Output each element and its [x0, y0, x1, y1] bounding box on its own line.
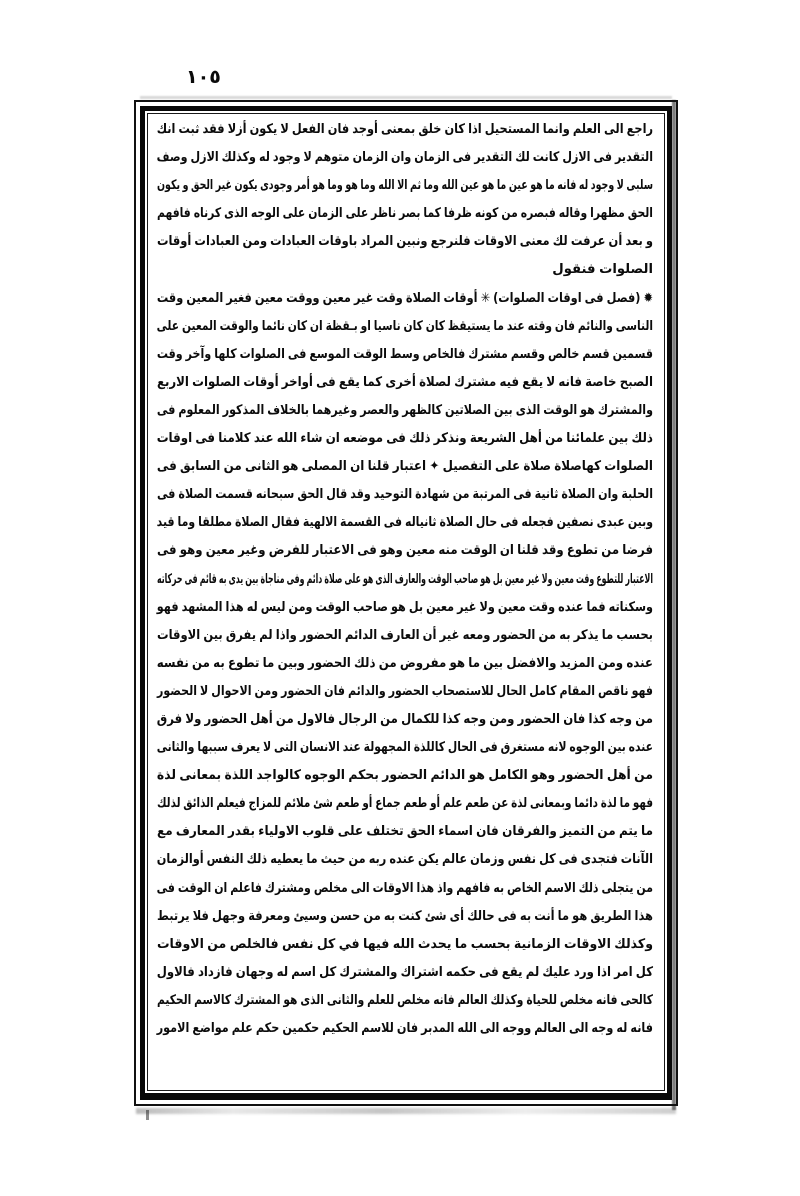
manuscript-line: الصلوات كهاصلاة صلاة على التفصيل ✦ اعتبار قلنا ان المصلى هو الثانى من السابق فى	[156, 459, 654, 475]
manuscript-line: قسمين قسم خالص وقسم مشترك فالخاص وسط الوقت الموسع فى الصلوات كلها وآخر وقت	[156, 346, 654, 362]
manuscript-line: ✹ (فصل فى اوقات الصلوات) ✳ أوقات الصلاة وقت غير معين ووقت معين فغير المعين وقت	[156, 290, 653, 306]
manuscript-line: الناسى والنائم فان وقته عند ما يستيقظ كان كان ناسيا او بـقظة ان كان نائما والوقت المعين على	[156, 318, 653, 334]
manuscript-line: فهو ما لذة دائما وبمعانى لذة عن طعم علم أو طعم جماع أو طعم شئ ملائم للمزاج فيعلم الذائق لذلك	[157, 796, 653, 812]
manuscript-line: الحق مظهرا وقاله فبصره من كونه ظرفا كما بصر ناظر على الزمان على الوجه الذى كرناه فافهم	[157, 206, 653, 222]
manuscript-line: وسكناته فما عنده وقت معين ولا غير معين بل هو صاحب الوقت ومن ليس له هذا المشهد فهو	[156, 599, 653, 615]
manuscript-line: ما يتم من التميز والفرقان فان اسماء الحق تختلف على قلوب الاولياء بقدر المعارف مع	[156, 824, 653, 840]
manuscript-line: عنده ومن المزيد والافضل بين ما هو مفروض من ذلك الحضور وبين ما تطوع به من نفسه	[156, 655, 654, 671]
manuscript-line: ذلك بين علمائنا من أهل الشريعة ونذكر ذلك فى موضعه ان شاء الله عند كلامنا فى اوقات	[156, 431, 654, 447]
manuscript-line: سلبى لا وجود له فانه ما هو عين ما هو عين الله وما ثم الا الله وما هو وما هو أمر وجودى يكون غير الحق و يكون	[156, 178, 653, 194]
manuscript-line: الصلوات فنقول	[552, 262, 653, 278]
manuscript-line: و بعد أن عرفت لك معنى الاوقات فلنرجع ونبين المراد باوقات العبادات ومن العبادات أوقات	[156, 234, 654, 250]
manuscript-line: فرضا من تطوع وقد قلنا ان الوقت منه معين وهو فى الاعتبار للفرض وغير معين وهو فى	[156, 543, 653, 559]
manuscript-line: الآنات فتجدى فى كل نفس وزمان عالم يكن عنده ربه من حيث ما يعطيه ذلك النفس أوالزمان	[156, 852, 654, 868]
manuscript-line: من أهل الحضور وهو الكامل هو الدائم الحضور بحكم الوجوه كالواجد اللذة بمعانى لذة	[156, 768, 653, 784]
manuscript-line: راجع الى العلم وانما المستحيل اذا كان خلق بمعنى أوجد فان الفعل لا يكون أزلا فقد ثبت انك	[156, 122, 653, 137]
manuscript-line: هذا الطريق هو ما أنت به فى حالك أى شئ كنت به من حسن وسيئ ومعرفة وجهل فلا يرتبط	[156, 908, 653, 924]
manuscript-line: كل امر اذا ورد عليك لم يقع فى حكمه اشتراك والمشترك كل اسم له وجهان فازداد فالاول	[156, 964, 653, 980]
manuscript-line: فهو ناقص المقام كامل الحال للاستصحاب الحضور والدائم فان الحضور ومن الاحوال لا الحضور	[157, 683, 653, 699]
manuscript-line: والمشترك هو الوقت الذى بين الصلاتين كالظهر والعصر وغيرهما بالخلاف المذكور المعلوم فى	[156, 402, 653, 418]
scan-artifact-right-edge	[672, 100, 676, 1110]
manuscript-line: كالحى فانه مخلص للحياة وكذلك العالم فانه مخلص للعلم والثانى الذى هو المشترك كالاسم الحكيم	[157, 992, 653, 1008]
scan-artifact-top	[140, 96, 672, 99]
manuscript-line: فانه له وجه الى العالم ووجه الى الله المدبر فان للاسم الحكيم حكمين حكم علم مواضع الامور	[156, 1021, 653, 1036]
manuscript-line: وبين عبدى نصفين فجعله فى حال الصلاة ثانياله فى القسمة الالهية فقال الصلاة مطلقا وما قيد	[156, 515, 653, 531]
manuscript-line: الصبح خاصة فانه لا يقع فيه مشترك لصلاة أخرى كما يقع فى أواخر أوقات الصلوات الاربع	[156, 374, 653, 390]
scan-artifact-bottom	[136, 1108, 676, 1114]
scan-artifact-corner-tick	[146, 1110, 149, 1120]
manuscript-line: من يتجلى ذلك الاسم الخاص به فافهم واذ هذا الاوقات الى مخلص ومشترك فاعلم ان الوقت فى	[156, 880, 653, 896]
manuscript-line: بحسب ما يذكر به من الحضور ومعه غير أن العارف الدائم الحضور واذا لم يفرق بين الاوقات	[156, 627, 653, 643]
manuscript-line: من وجه كذا فان الحضور ومن وجه كذا للكمال من الرجال فالاول من أهل الحضور ولا فرق	[156, 711, 653, 727]
manuscript-line: الاعتبار للتطوع وقت معين ولا غير معين بل هو صاحب الوقت والعارف الذى هو على صلاة دائم وفى مناجاة بين يدى به قائم فى حركاته	[156, 571, 653, 587]
manuscript-line: عنده بين الوجوه لانه مستغرق فى الحال كاللذة المجهولة عند الانسان التى لا يعرف سببها والثانى	[156, 740, 653, 756]
manuscript-line: الحلبة وان الصلاة ثانية فى المرتبة من شهادة التوحيد وقد قال الحق سبحانه قسمت الصلاة فى	[156, 487, 653, 503]
manuscript-line: التقدير فى الازل كانت لك التقدير فى الزمان وان الزمان متوهم لا وجود له وكذلك الازل وصف	[156, 150, 653, 166]
manuscript-line: وكذلك الاوقات الزمانية بحسب ما يحدث الله فيها في كل نفس فالخلص من الاوقات	[156, 936, 653, 952]
manuscript-text-block	[150, 112, 662, 1094]
folio-page-number: ٥٠١	[186, 66, 221, 88]
